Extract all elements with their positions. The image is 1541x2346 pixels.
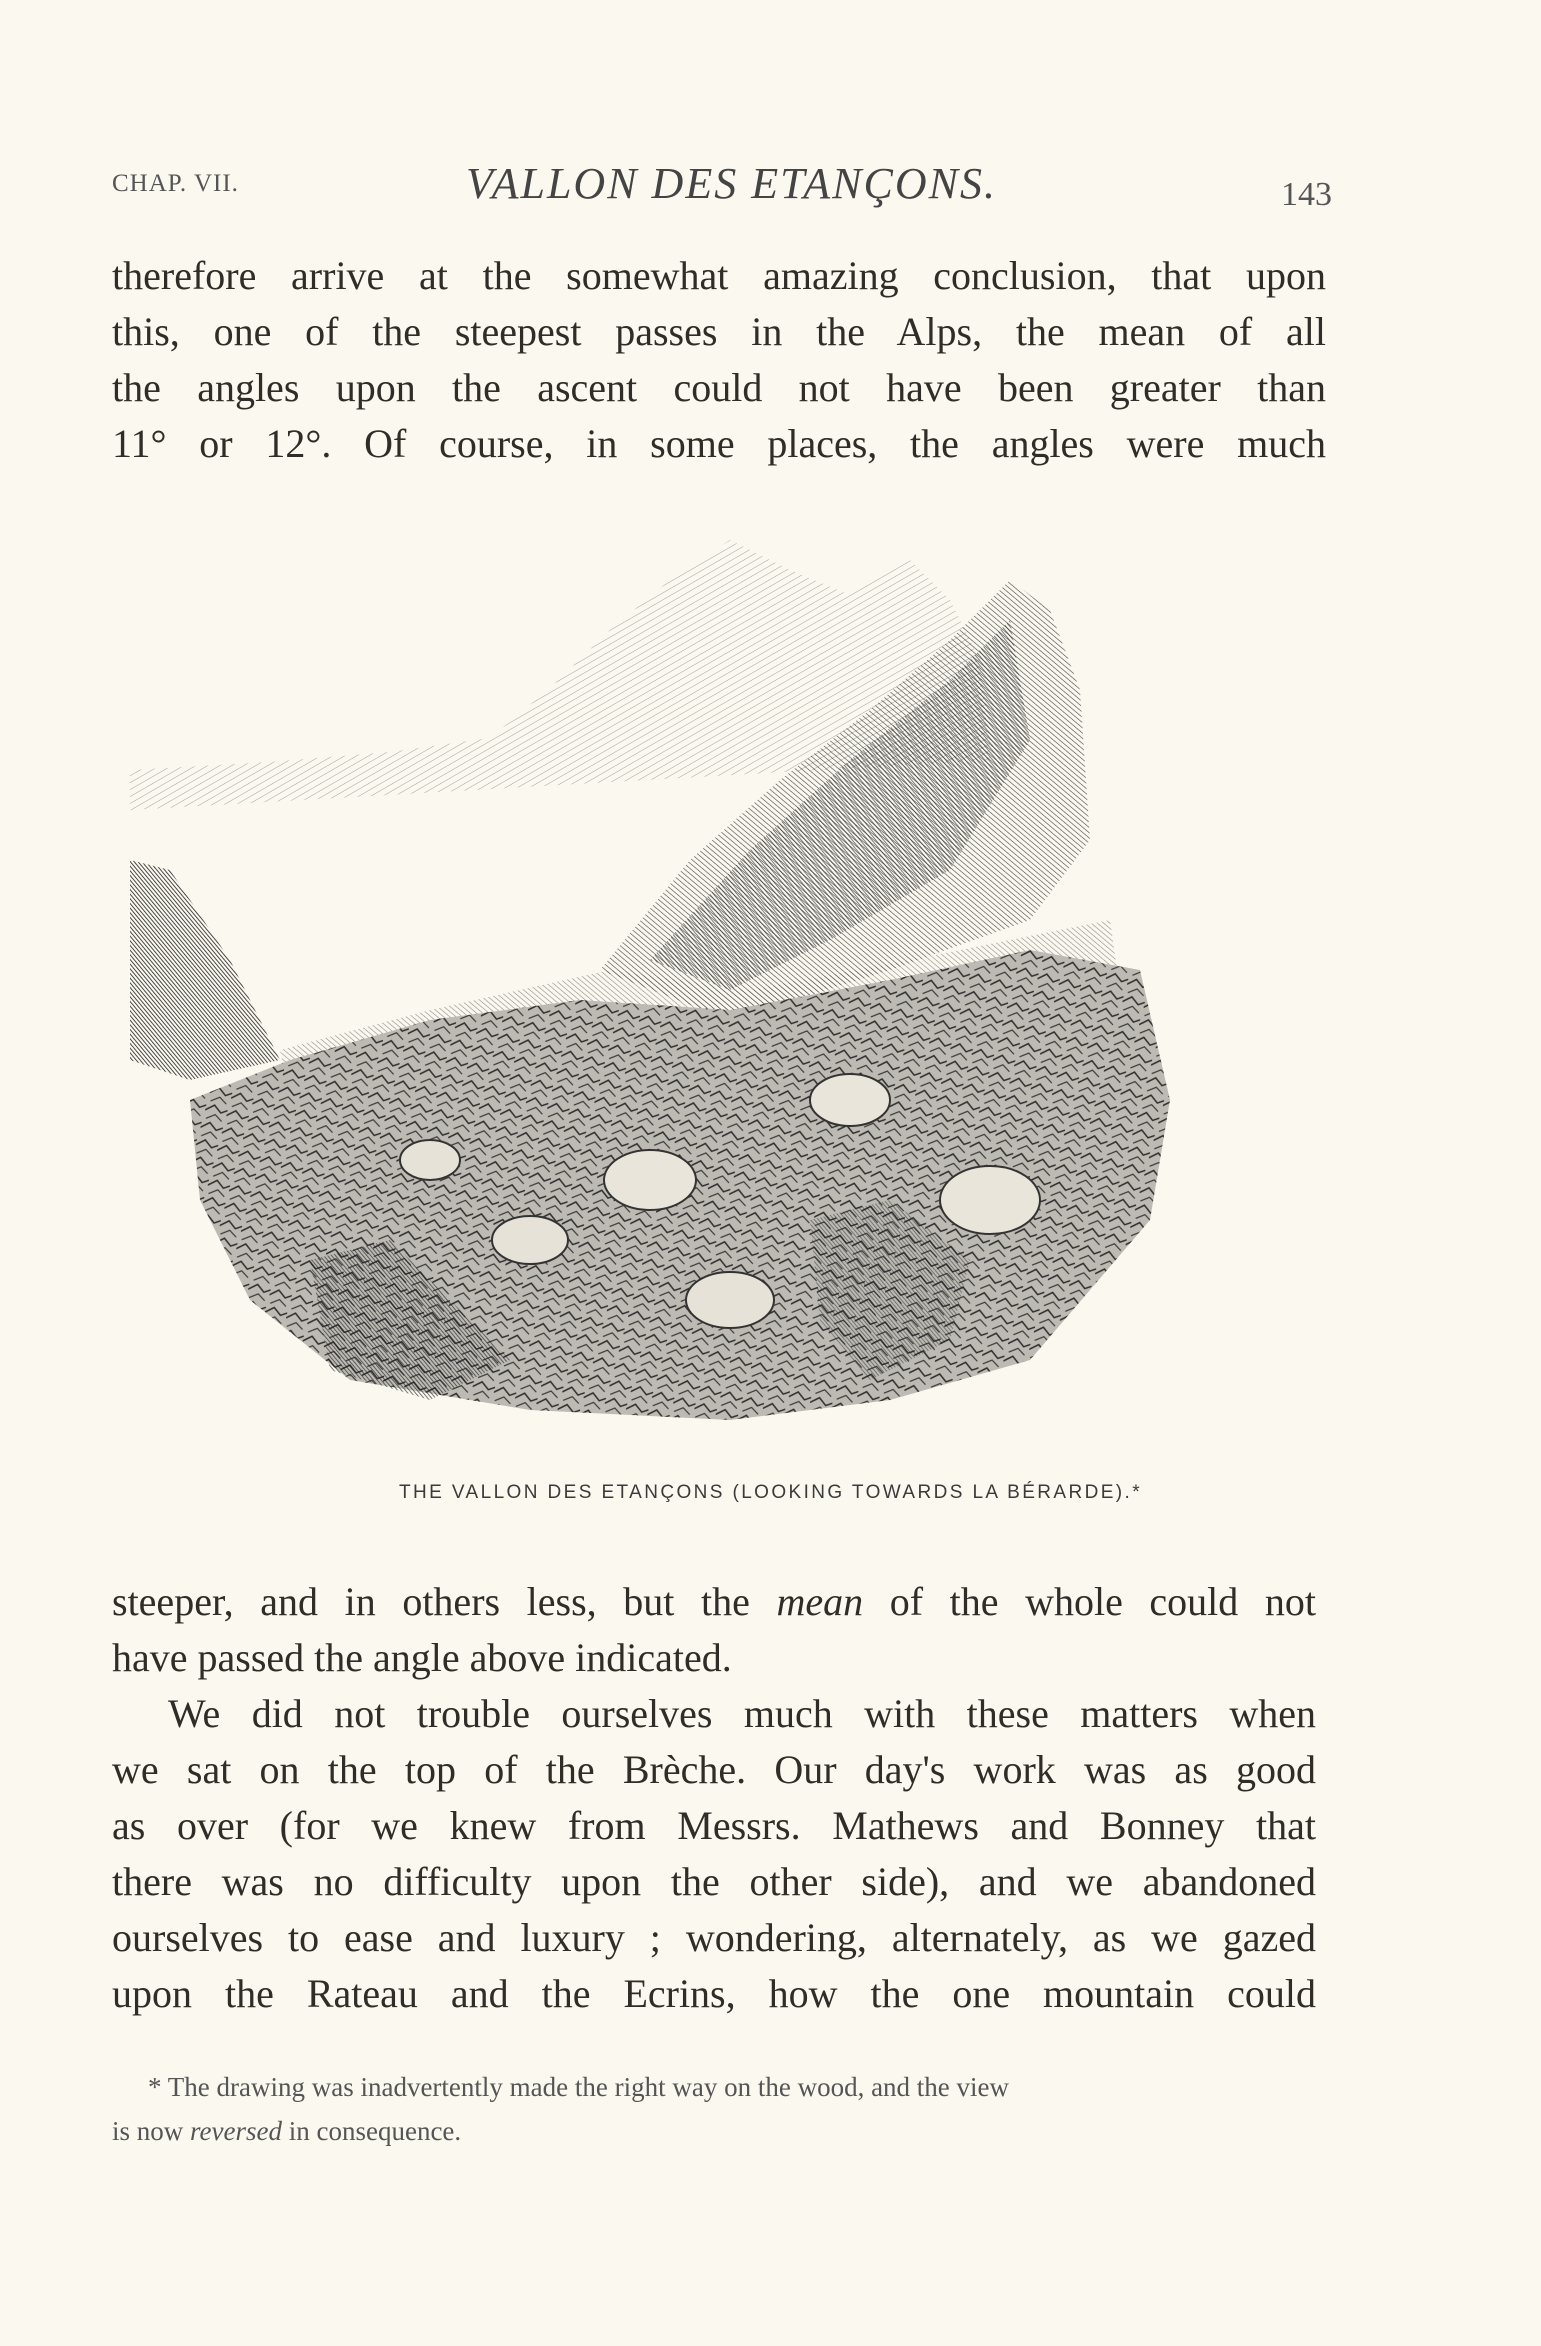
text-line: We did not trouble ourselves much with these matters when bbox=[168, 1691, 1316, 1736]
text-line: ourselves to ease and luxury ; wondering, alternately, as we gazed bbox=[112, 1915, 1316, 1960]
emphasis: reversed bbox=[190, 2116, 282, 2146]
footnote-line bbox=[112, 2109, 1312, 2153]
engraving-illustration bbox=[130, 540, 1310, 1460]
chapter-label: CHAP. VII. bbox=[112, 170, 239, 197]
text-line: have passed the angle above indicated. bbox=[112, 1635, 732, 1680]
text-line: there was no difficulty upon the other side), and we abandoned bbox=[112, 1859, 1316, 1904]
text-line: upon the Rateau and the Ecrins, how the one mountain could bbox=[112, 1971, 1316, 2016]
text-line: the angles upon the ascent could not have been greater than bbox=[112, 365, 1326, 410]
text-line: therefore arrive at the somewhat amazing conclusion, that upon bbox=[112, 253, 1326, 298]
text-run: of the whole could not bbox=[863, 1579, 1317, 1624]
running-header bbox=[112, 158, 1332, 218]
text-run: is now bbox=[112, 2116, 191, 2146]
text-run: steeper, and in others less, but the bbox=[112, 1579, 777, 1624]
text-line: 11° or 12°. Of course, in some places, the angles were much bbox=[112, 421, 1326, 466]
body-text-top bbox=[112, 248, 1326, 472]
text-line bbox=[112, 1574, 1316, 1630]
text-line: we sat on the top of the Brèche. Our day's work was as good bbox=[112, 1747, 1316, 1792]
text-line: this, one of the steepest passes in the Alps, the mean of all bbox=[112, 309, 1326, 354]
figure-caption: THE VALLON DES ETANÇONS (LOOKING TOWARDS LA BÉRARDE).* bbox=[398, 1482, 1142, 1503]
text-run: in consequence. bbox=[281, 2116, 462, 2146]
emphasis: mean bbox=[776, 1579, 864, 1624]
body-text-bottom bbox=[112, 1574, 1316, 2022]
page-number: 143 bbox=[1281, 176, 1332, 213]
footnote-line: * The drawing was inadvertently made the right way on the wood, and the view bbox=[148, 2072, 1010, 2102]
footnote bbox=[112, 2065, 1312, 2153]
left-slope bbox=[130, 860, 280, 1080]
text-line: as over (for we knew from Messrs. Mathews and Bonney that bbox=[112, 1803, 1316, 1848]
running-title: VALLON DES ETANÇONS. bbox=[466, 159, 997, 208]
